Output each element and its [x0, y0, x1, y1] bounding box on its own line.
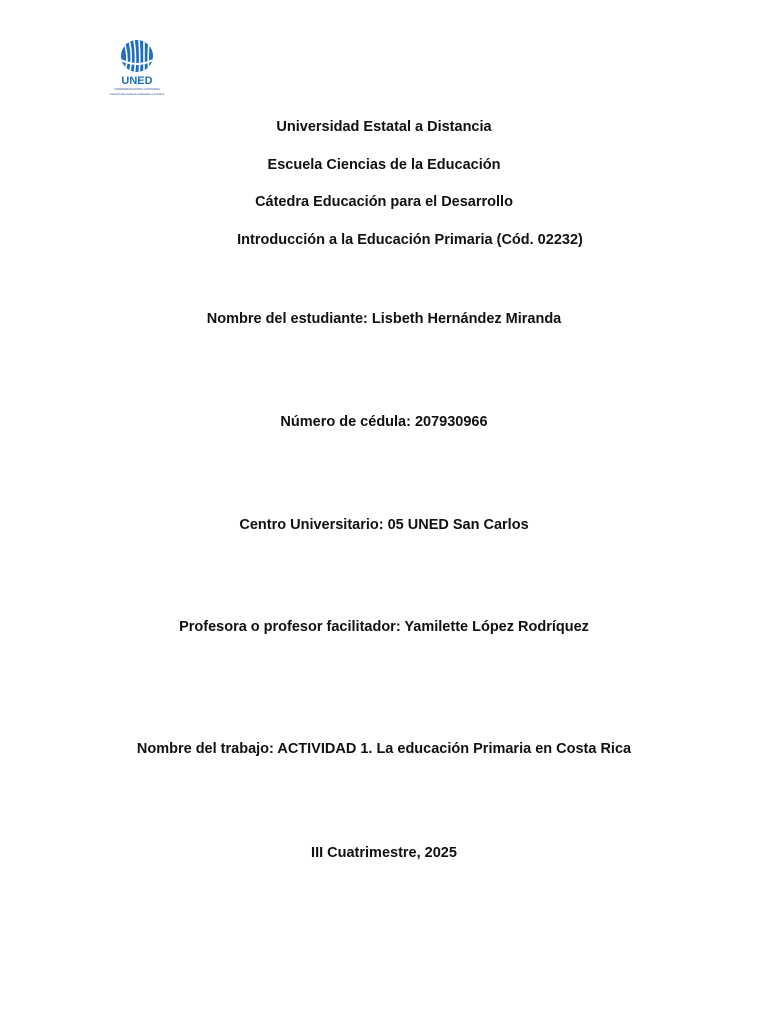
logo-subtitle: UNIVERSIDAD ESTATAL A DISTANCIA: [114, 88, 160, 91]
id-number: Número de cédula: 207930966: [280, 414, 488, 430]
university-center: Centro Universitario: 05 UNED San Carlos: [239, 517, 529, 533]
assignment-title: Nombre del trabajo: ACTIVIDAD 1. La educación Primaria en Costa Rica: [136, 741, 632, 757]
university-name: Universidad Estatal a Distancia: [276, 119, 492, 135]
uned-logo-mark: [104, 38, 170, 100]
school-name: Escuela Ciencias de la Educación: [267, 157, 501, 173]
academic-term: III Cuatrimestre, 2025: [311, 845, 457, 861]
student-name: Nombre del estudiante: Lisbeth Hernández Miranda: [206, 311, 562, 327]
chair-name: Cátedra Educación para el Desarrollo: [255, 194, 513, 210]
course-name: Introducción a la Educación Primaria (Cód. 02232): [237, 232, 583, 248]
uned-logo: [104, 38, 170, 100]
logo-name: UNED: [121, 75, 153, 87]
logo-tagline: Institución Benemérita de la Educación y la Cultura: [109, 93, 165, 96]
professor-name: Profesora o profesor facilitador: Yamilette López Rodríquez: [179, 619, 589, 635]
